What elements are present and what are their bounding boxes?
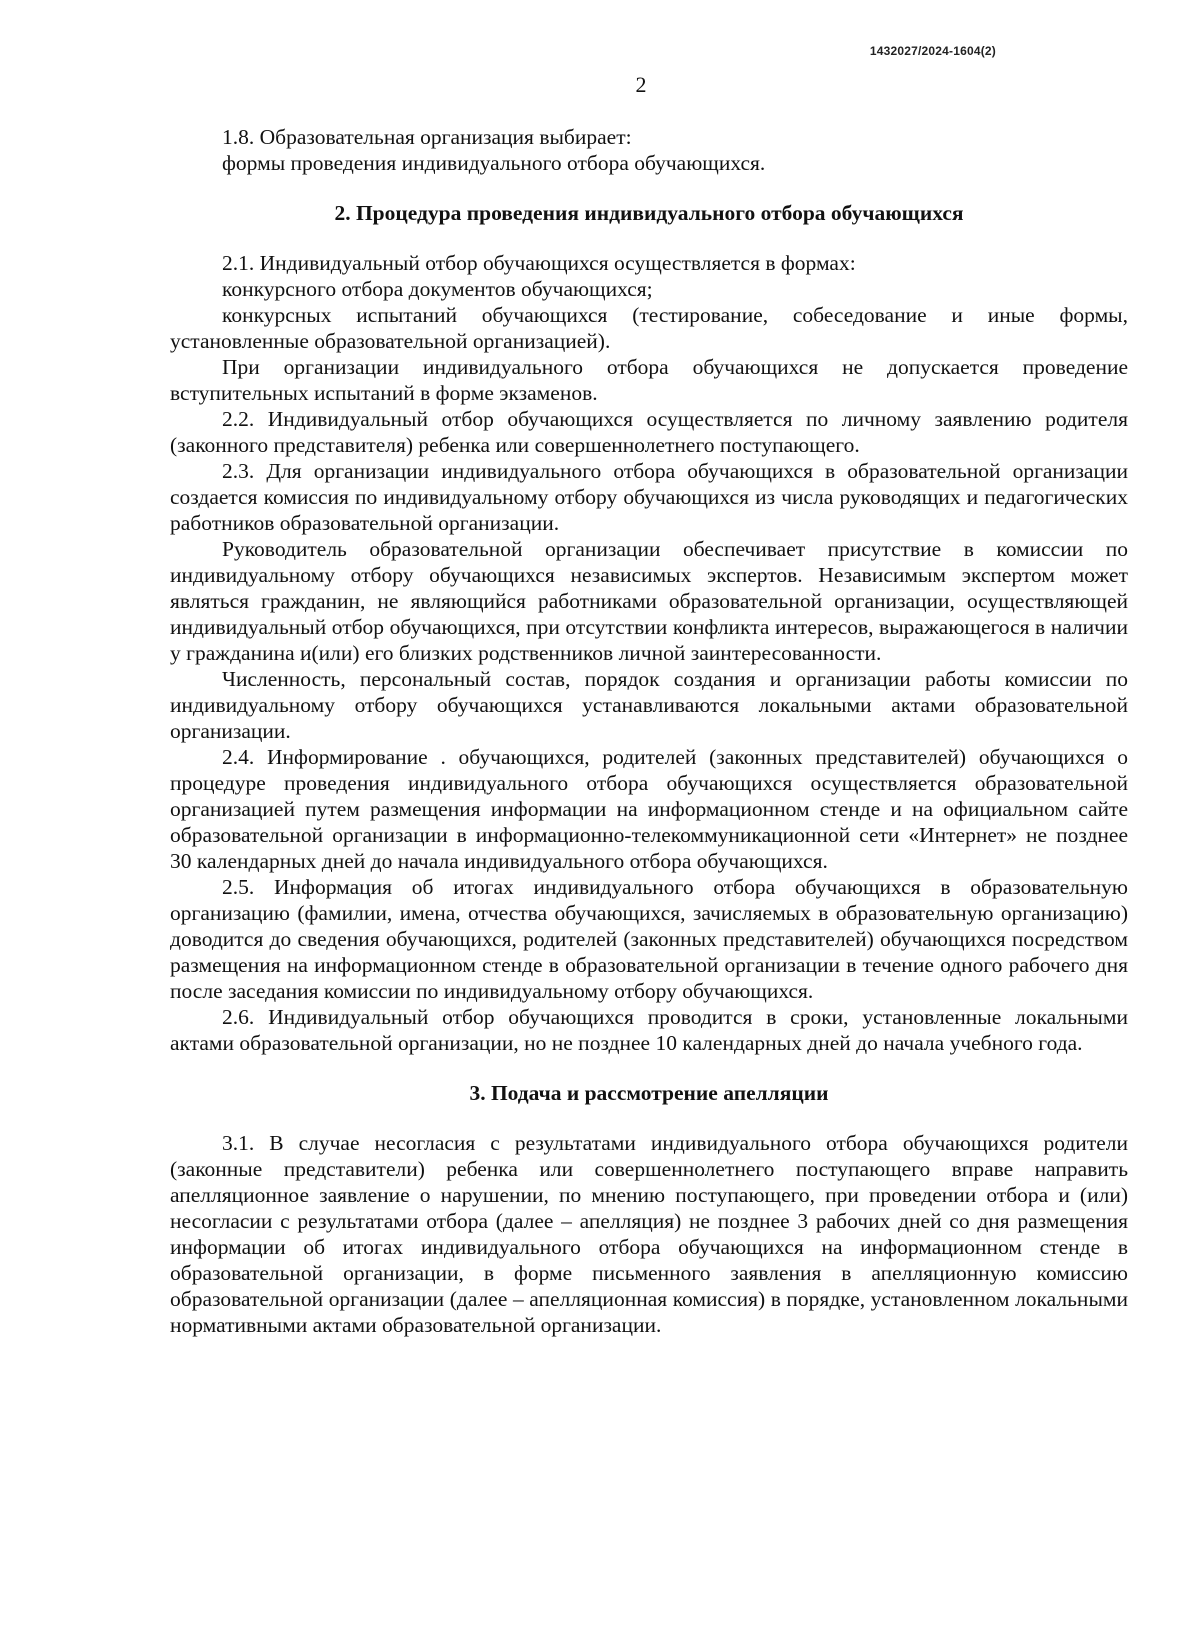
- paragraph-2-6: 2.6. Индивидуальный отбор обучающихся проводится в сроки, установленные локальными актами образовательной организации, но не позднее 10 календарных дней до начала учебного года.: [170, 1005, 1128, 1055]
- page-number: 2: [635, 72, 647, 97]
- paragraph-1-8: 1.8. Образовательная организация выбирает:: [222, 125, 632, 149]
- paragraph-3-1: 3.1. В случае несогласия с результатами индивидуального отбора обучающихся родители (законные представители) ребенка или совершеннолетнего поступающего вправе направить апелляционное заявление о нарушении, по мнению поступающего, при проведении отбора и (или) несогласии с результатами отбора (далее – апелляция) не позднее 3 рабочих дней со дня размещения информации об итогах индивидуального отбора обучающихся на информационном стенде в образовательной организации, в форме письменного заявления в апелляционную комиссию образовательной организации (далее – апелляционная комиссия) в порядке, установленном локальными нормативными актами образовательной организации.: [170, 1131, 1128, 1337]
- paragraph-2-2: 2.2. Индивидуальный отбор обучающихся осуществляется по личному заявлению родителя (законного представителя) ребенка или совершеннолетнего поступающего.: [170, 407, 1128, 457]
- paragraph-2-1-note: При организации индивидуального отбора обучающихся не допускается проведение вступительных испытаний в форме экзаменов.: [170, 355, 1128, 405]
- paragraph-2-1-item-a: конкурсного отбора документов обучающихся;: [222, 277, 653, 301]
- paragraph-2-3-experts: Руководитель образовательной организации обеспечивает присутствие в комиссии по индивидуальному отбору обучающихся независимых экспертов. Независимым экспертом может являться гражданин, не являющийся работниками образовательной организации, осуществляющей индивидуальный отбор обучающихся, при отсутствии конфликта интересов, выражающегося в наличии у гражданина и(или) его близких родственников личной заинтересованности.: [170, 537, 1128, 665]
- paragraph-2-1: 2.1. Индивидуальный отбор обучающихся осуществляется в формах:: [222, 251, 856, 275]
- paragraph-2-1-item-b: конкурсных испытаний обучающихся (тестирование, собеседование и иные формы, установленные образовательной организацией).: [170, 303, 1128, 353]
- section-2-heading: 2. Процедура проведения индивидуального отбора обучающихся: [334, 201, 964, 225]
- section-3-heading: 3. Подача и рассмотрение апелляции: [469, 1081, 829, 1105]
- document-body: [170, 124, 1128, 1338]
- paragraph-2-4: 2.4. Информирование . обучающихся, родителей (законных представителей) обучающихся о процедуре проведения индивидуального отбора обучающихся осуществляется образовательной организацией путем размещения информации на информационном стенде и на официальном сайте образовательной организации в информационно-телекоммуникационной сети «Интернет» не позднее 30 календарных дней до начала индивидуального отбора обучающихся.: [170, 745, 1128, 873]
- paragraph-1-8-forms: формы проведения индивидуального отбора обучающихся.: [222, 151, 766, 175]
- paragraph-2-3: 2.3. Для организации индивидуального отбора обучающихся в образовательной организации создается комиссия по индивидуальному отбору обучающихся из числа руководящих и педагогических работников образовательной организации.: [170, 459, 1128, 535]
- paragraph-2-3-composition: Численность, персональный состав, порядок создания и организации работы комиссии по индивидуальному отбору обучающихся устанавливаются локальными актами образовательной организации.: [170, 667, 1128, 743]
- document-code: 1432027/2024-1604(2): [869, 44, 996, 58]
- paragraph-2-5: 2.5. Информация об итогах индивидуального отбора обучающихся в образовательную организацию (фамилии, имена, отчества обучающихся, зачисляемых в образовательную организацию) доводится до сведения обучающихся, родителей (законных представителей) обучающихся посредством размещения на информационном стенде в образовательной организации в течение одного рабочего дня после заседания комиссии по индивидуальному отбору обучающихся.: [170, 875, 1128, 1003]
